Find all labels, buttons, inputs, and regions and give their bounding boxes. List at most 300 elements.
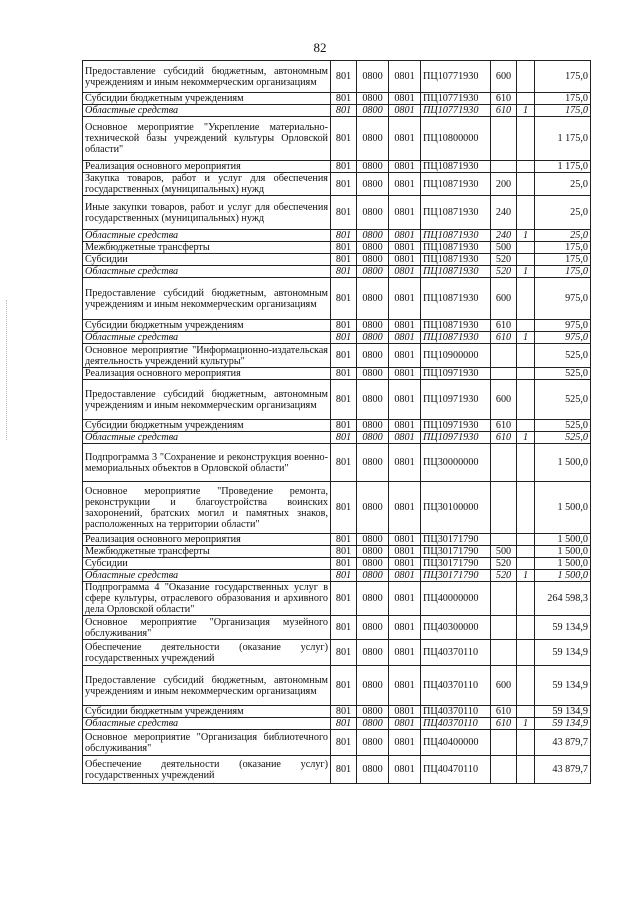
row-section-cell: 0800 [357,666,389,706]
row-admin-code-cell: 801 [331,254,357,266]
table-row [83,420,591,432]
row-source-code-cell [517,730,535,756]
row-amount-cell: 525,0 [535,420,591,432]
row-target-article-cell: ПЦ30171790 [421,570,491,582]
row-name-cell: Основное мероприятие "Информационно-издательская деятельность учреждений культуры" [83,344,331,368]
row-expense-type-cell [491,534,517,546]
row-admin-code-cell: 801 [331,666,357,706]
row-admin-code-cell: 801 [331,640,357,666]
row-section-cell: 0800 [357,616,389,640]
row-amount-cell: 175,0 [535,242,591,254]
row-amount-cell: 1 175,0 [535,161,591,173]
table-row [83,278,591,320]
row-expense-type-cell: 610 [491,706,517,718]
row-source-code-cell [517,558,535,570]
row-source-code-cell [517,444,535,482]
table-row [83,706,591,718]
row-expense-type-cell: 610 [491,105,517,117]
row-target-article-cell: ПЦ10771930 [421,105,491,117]
row-name-cell: Областные средства [83,332,331,344]
row-target-article-cell: ПЦ40300000 [421,616,491,640]
row-subsection-cell: 0801 [389,546,421,558]
row-name-cell: Межбюджетные трансферты [83,546,331,558]
row-amount-cell: 1 500,0 [535,444,591,482]
row-expense-type-cell [491,482,517,534]
row-section-cell: 0800 [357,320,389,332]
row-name-cell: Реализация основного мероприятия [83,534,331,546]
row-expense-type-cell [491,640,517,666]
table-row [83,558,591,570]
row-target-article-cell: ПЦ40470110 [421,756,491,784]
row-expense-type-cell [491,730,517,756]
row-amount-cell: 1 500,0 [535,570,591,582]
row-name-cell: Областные средства [83,105,331,117]
row-target-article-cell: ПЦ10871930 [421,230,491,242]
row-target-article-cell: ПЦ10900000 [421,344,491,368]
table-row [83,254,591,266]
row-section-cell: 0800 [357,582,389,616]
row-subsection-cell: 0801 [389,368,421,380]
row-admin-code-cell: 801 [331,344,357,368]
table-row [83,161,591,173]
row-section-cell: 0800 [357,570,389,582]
binding-margin-marks [6,300,8,440]
row-target-article-cell: ПЦ40370110 [421,640,491,666]
table-row [83,730,591,756]
row-target-article-cell: ПЦ10871930 [421,196,491,230]
row-section-cell: 0800 [357,368,389,380]
row-name-cell: Предоставление субсидий бюджетным, автономным учреждениям и иным некоммерческим организациям [83,380,331,420]
row-section-cell: 0800 [357,93,389,105]
row-amount-cell: 59 134,9 [535,640,591,666]
row-admin-code-cell: 801 [331,161,357,173]
row-subsection-cell: 0801 [389,161,421,173]
row-amount-cell: 59 134,9 [535,616,591,640]
row-target-article-cell: ПЦ40000000 [421,582,491,616]
row-subsection-cell: 0801 [389,196,421,230]
row-expense-type-cell: 240 [491,230,517,242]
row-target-article-cell: ПЦ10971930 [421,380,491,420]
row-target-article-cell: ПЦ10871930 [421,161,491,173]
row-expense-type-cell: 600 [491,278,517,320]
row-section-cell: 0800 [357,730,389,756]
row-source-code-cell [517,117,535,161]
row-source-code-cell [517,161,535,173]
row-admin-code-cell: 801 [331,420,357,432]
row-name-cell: Субсидии бюджетным учреждениям [83,420,331,432]
row-admin-code-cell: 801 [331,332,357,344]
row-amount-cell: 1 500,0 [535,534,591,546]
row-expense-type-cell [491,582,517,616]
row-amount-cell: 525,0 [535,380,591,420]
row-name-cell: Областные средства [83,230,331,242]
row-section-cell: 0800 [357,254,389,266]
table-row [83,666,591,706]
table-row [83,546,591,558]
row-admin-code-cell: 801 [331,570,357,582]
row-amount-cell: 175,0 [535,93,591,105]
row-name-cell: Подпрограмма 4 "Оказание государственных услуг в сфере культуры, отраслевого образования и архивного дела Орловской области" [83,582,331,616]
row-subsection-cell: 0801 [389,558,421,570]
row-amount-cell: 175,0 [535,254,591,266]
table-row [83,320,591,332]
row-source-code-cell [517,640,535,666]
row-target-article-cell: ПЦ10771930 [421,93,491,105]
row-source-code-cell [517,173,535,196]
row-target-article-cell: ПЦ10971930 [421,368,491,380]
row-amount-cell: 525,0 [535,432,591,444]
row-amount-cell: 43 879,7 [535,730,591,756]
row-section-cell: 0800 [357,117,389,161]
row-section-cell: 0800 [357,380,389,420]
row-target-article-cell: ПЦ10871930 [421,173,491,196]
row-amount-cell: 59 134,9 [535,718,591,730]
row-target-article-cell: ПЦ10871930 [421,278,491,320]
row-source-code-cell [517,93,535,105]
table-row [83,616,591,640]
row-admin-code-cell: 801 [331,534,357,546]
table-row [83,380,591,420]
row-name-cell: Реализация основного мероприятия [83,368,331,380]
row-subsection-cell: 0801 [389,93,421,105]
row-amount-cell: 525,0 [535,344,591,368]
table-row [83,432,591,444]
table-row [83,93,591,105]
row-expense-type-cell: 610 [491,93,517,105]
row-expense-type-cell: 500 [491,546,517,558]
row-source-code-cell: 1 [517,432,535,444]
row-subsection-cell: 0801 [389,666,421,706]
row-source-code-cell [517,368,535,380]
row-amount-cell: 175,0 [535,61,591,93]
row-name-cell: Областные средства [83,266,331,278]
row-subsection-cell: 0801 [389,640,421,666]
row-amount-cell: 975,0 [535,332,591,344]
row-source-code-cell [517,706,535,718]
row-section-cell: 0800 [357,420,389,432]
row-target-article-cell: ПЦ10871930 [421,242,491,254]
row-expense-type-cell: 500 [491,242,517,254]
row-admin-code-cell: 801 [331,756,357,784]
row-name-cell: Обеспечение деятельности (оказание услуг) государственных учреждений [83,756,331,784]
row-subsection-cell: 0801 [389,230,421,242]
table-row [83,173,591,196]
row-target-article-cell: ПЦ30171790 [421,546,491,558]
row-amount-cell: 975,0 [535,278,591,320]
row-target-article-cell: ПЦ40370110 [421,706,491,718]
table-row [83,105,591,117]
table-row [83,444,591,482]
row-target-article-cell: ПЦ10871930 [421,254,491,266]
table-row [83,570,591,582]
row-source-code-cell [517,344,535,368]
row-source-code-cell: 1 [517,570,535,582]
row-expense-type-cell: 610 [491,320,517,332]
row-section-cell: 0800 [357,173,389,196]
row-admin-code-cell: 801 [331,368,357,380]
row-target-article-cell: ПЦ40400000 [421,730,491,756]
row-section-cell: 0800 [357,230,389,242]
row-source-code-cell [517,61,535,93]
row-target-article-cell: ПЦ30100000 [421,482,491,534]
row-name-cell: Иные закупки товаров, работ и услуг для обеспечения государственных (муниципальных) нужд [83,196,331,230]
row-expense-type-cell [491,117,517,161]
row-section-cell: 0800 [357,105,389,117]
row-section-cell: 0800 [357,196,389,230]
row-amount-cell: 1 175,0 [535,117,591,161]
table-row [83,344,591,368]
row-name-cell: Основное мероприятие "Проведение ремонта, реконструкции и благоустройства воинских захоронений, братских могил и памятных знаков, расположенных на территории области" [83,482,331,534]
row-admin-code-cell: 801 [331,278,357,320]
row-name-cell: Межбюджетные трансферты [83,242,331,254]
row-expense-type-cell: 520 [491,570,517,582]
row-admin-code-cell: 801 [331,582,357,616]
row-admin-code-cell: 801 [331,242,357,254]
row-amount-cell: 525,0 [535,368,591,380]
row-subsection-cell: 0801 [389,61,421,93]
row-expense-type-cell [491,616,517,640]
row-target-article-cell: ПЦ10971930 [421,432,491,444]
row-amount-cell: 59 134,9 [535,706,591,718]
row-subsection-cell: 0801 [389,254,421,266]
row-source-code-cell [517,278,535,320]
row-admin-code-cell: 801 [331,61,357,93]
row-subsection-cell: 0801 [389,432,421,444]
row-source-code-cell: 1 [517,332,535,344]
row-source-code-cell: 1 [517,230,535,242]
row-section-cell: 0800 [357,242,389,254]
page-number: 82 [313,40,327,55]
table-row [83,534,591,546]
table-row [83,482,591,534]
row-section-cell: 0800 [357,161,389,173]
row-source-code-cell: 1 [517,266,535,278]
row-section-cell: 0800 [357,640,389,666]
row-subsection-cell: 0801 [389,756,421,784]
table-row [83,368,591,380]
row-source-code-cell: 1 [517,718,535,730]
row-target-article-cell: ПЦ10971930 [421,420,491,432]
row-subsection-cell: 0801 [389,344,421,368]
row-subsection-cell: 0801 [389,616,421,640]
row-name-cell: Предоставление субсидий бюджетным, автономным учреждениям и иным некоммерческим организациям [83,61,331,93]
row-source-code-cell [517,242,535,254]
row-expense-type-cell [491,756,517,784]
row-subsection-cell: 0801 [389,582,421,616]
row-amount-cell: 1 500,0 [535,558,591,570]
row-section-cell: 0800 [357,344,389,368]
row-source-code-cell [517,666,535,706]
row-source-code-cell [517,380,535,420]
row-source-code-cell [517,534,535,546]
row-source-code-cell [517,196,535,230]
row-source-code-cell [517,320,535,332]
row-target-article-cell: ПЦ30000000 [421,444,491,482]
row-section-cell: 0800 [357,534,389,546]
row-admin-code-cell: 801 [331,173,357,196]
row-name-cell: Основное мероприятие "Организация библиотечного обслуживания" [83,730,331,756]
row-source-code-cell [517,582,535,616]
row-source-code-cell: 1 [517,105,535,117]
row-target-article-cell: ПЦ10771930 [421,61,491,93]
row-admin-code-cell: 801 [331,117,357,161]
row-admin-code-cell: 801 [331,718,357,730]
row-expense-type-cell: 610 [491,420,517,432]
table-row [83,718,591,730]
row-name-cell: Субсидии [83,254,331,266]
row-subsection-cell: 0801 [389,730,421,756]
row-name-cell: Предоставление субсидий бюджетным, автономным учреждениям и иным некоммерческим организациям [83,278,331,320]
row-expense-type-cell: 600 [491,666,517,706]
row-subsection-cell: 0801 [389,242,421,254]
row-section-cell: 0800 [357,546,389,558]
row-name-cell: Областные средства [83,570,331,582]
row-subsection-cell: 0801 [389,570,421,582]
row-section-cell: 0800 [357,706,389,718]
row-subsection-cell: 0801 [389,266,421,278]
row-admin-code-cell: 801 [331,444,357,482]
row-amount-cell: 59 134,9 [535,666,591,706]
row-target-article-cell: ПЦ40370110 [421,718,491,730]
row-target-article-cell: ПЦ10871930 [421,332,491,344]
row-amount-cell: 1 500,0 [535,546,591,558]
budget-table-body [83,61,591,784]
row-subsection-cell: 0801 [389,117,421,161]
row-name-cell: Реализация основного мероприятия [83,161,331,173]
table-row [83,230,591,242]
row-amount-cell: 264 598,3 [535,582,591,616]
row-source-code-cell [517,616,535,640]
row-source-code-cell [517,254,535,266]
row-expense-type-cell: 600 [491,61,517,93]
row-admin-code-cell: 801 [331,105,357,117]
row-admin-code-cell: 801 [331,266,357,278]
row-expense-type-cell [491,344,517,368]
row-name-cell: Субсидии бюджетным учреждениям [83,93,331,105]
row-subsection-cell: 0801 [389,444,421,482]
row-admin-code-cell: 801 [331,432,357,444]
row-name-cell: Основное мероприятие "Укрепление материально-технической базы учреждений культуры Орловской области" [83,117,331,161]
table-row [83,61,591,93]
row-subsection-cell: 0801 [389,173,421,196]
row-expense-type-cell: 600 [491,380,517,420]
table-row [83,582,591,616]
row-subsection-cell: 0801 [389,534,421,546]
table-row [83,332,591,344]
row-subsection-cell: 0801 [389,706,421,718]
table-row [83,756,591,784]
row-subsection-cell: 0801 [389,482,421,534]
row-subsection-cell: 0801 [389,380,421,420]
row-admin-code-cell: 801 [331,482,357,534]
row-name-cell: Областные средства [83,718,331,730]
row-section-cell: 0800 [357,432,389,444]
row-section-cell: 0800 [357,61,389,93]
table-row [83,640,591,666]
row-admin-code-cell: 801 [331,93,357,105]
row-name-cell: Субсидии [83,558,331,570]
table-row [83,196,591,230]
row-source-code-cell [517,420,535,432]
row-target-article-cell: ПЦ10871930 [421,266,491,278]
budget-table [82,60,591,784]
row-source-code-cell [517,546,535,558]
row-section-cell: 0800 [357,266,389,278]
row-amount-cell: 25,0 [535,196,591,230]
row-expense-type-cell: 520 [491,254,517,266]
row-admin-code-cell: 801 [331,546,357,558]
row-expense-type-cell [491,161,517,173]
row-subsection-cell: 0801 [389,278,421,320]
row-subsection-cell: 0801 [389,320,421,332]
row-amount-cell: 175,0 [535,266,591,278]
row-expense-type-cell: 520 [491,266,517,278]
row-subsection-cell: 0801 [389,105,421,117]
row-admin-code-cell: 801 [331,616,357,640]
row-expense-type-cell [491,368,517,380]
row-name-cell: Областные средства [83,432,331,444]
row-name-cell: Субсидии бюджетным учреждениям [83,706,331,718]
row-admin-code-cell: 801 [331,196,357,230]
row-amount-cell: 175,0 [535,105,591,117]
row-section-cell: 0800 [357,718,389,730]
row-name-cell: Обеспечение деятельности (оказание услуг) государственных учреждений [83,640,331,666]
row-source-code-cell [517,756,535,784]
row-admin-code-cell: 801 [331,730,357,756]
row-source-code-cell [517,482,535,534]
row-admin-code-cell: 801 [331,706,357,718]
row-name-cell: Закупка товаров, работ и услуг для обеспечения государственных (муниципальных) нужд [83,173,331,196]
row-section-cell: 0800 [357,444,389,482]
row-target-article-cell: ПЦ30171790 [421,558,491,570]
row-amount-cell: 25,0 [535,173,591,196]
row-subsection-cell: 0801 [389,420,421,432]
row-section-cell: 0800 [357,482,389,534]
table-row [83,242,591,254]
row-amount-cell: 25,0 [535,230,591,242]
table-row [83,266,591,278]
row-target-article-cell: ПЦ40370110 [421,666,491,706]
row-name-cell: Предоставление субсидий бюджетным, автономным учреждениям и иным некоммерческим организациям [83,666,331,706]
row-amount-cell: 975,0 [535,320,591,332]
row-section-cell: 0800 [357,756,389,784]
row-target-article-cell: ПЦ10800000 [421,117,491,161]
row-name-cell: Подпрограмма 3 "Сохранение и реконструкция военно-мемориальных объектов в Орловской области" [83,444,331,482]
row-expense-type-cell: 240 [491,196,517,230]
row-subsection-cell: 0801 [389,332,421,344]
row-amount-cell: 43 879,7 [535,756,591,784]
row-name-cell: Основное мероприятие "Организация музейного обслуживания" [83,616,331,640]
table-row [83,117,591,161]
row-expense-type-cell: 200 [491,173,517,196]
row-subsection-cell: 0801 [389,718,421,730]
row-admin-code-cell: 801 [331,558,357,570]
row-expense-type-cell: 610 [491,432,517,444]
row-admin-code-cell: 801 [331,380,357,420]
row-target-article-cell: ПЦ10871930 [421,320,491,332]
row-expense-type-cell [491,444,517,482]
row-expense-type-cell: 610 [491,718,517,730]
row-expense-type-cell: 610 [491,332,517,344]
row-admin-code-cell: 801 [331,230,357,242]
row-name-cell: Субсидии бюджетным учреждениям [83,320,331,332]
row-target-article-cell: ПЦ30171790 [421,534,491,546]
row-admin-code-cell: 801 [331,320,357,332]
row-section-cell: 0800 [357,558,389,570]
row-section-cell: 0800 [357,278,389,320]
row-expense-type-cell: 520 [491,558,517,570]
row-amount-cell: 1 500,0 [535,482,591,534]
